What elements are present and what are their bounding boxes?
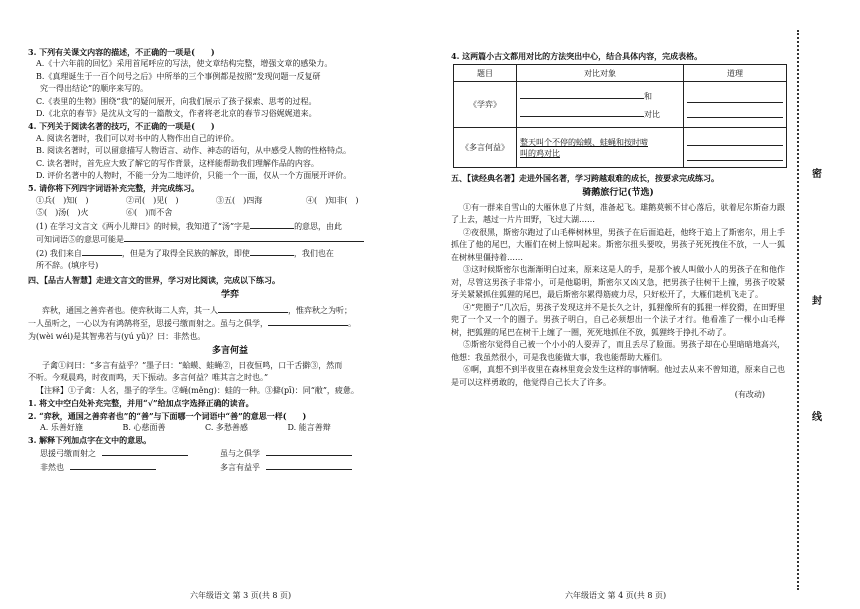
section5-title: 五、【读经典名著】走进外国名著，学习跨越艰难的成长，按要求完成练习。 xyxy=(451,173,719,184)
answer-blank[interactable] xyxy=(124,233,364,242)
option-a[interactable]: A. 乐善好施 xyxy=(40,422,83,432)
q3-option-c: C.《表里的生物》围绕“我”的疑问展开，向我们展示了孩子探索、思考的过程。 xyxy=(36,96,317,106)
q5-sub1-line2: 可知词语⑤的意思可能是 xyxy=(28,233,432,246)
q4-stem: 4. 下列关于阅读名著的技巧，不正确的一项是( ) xyxy=(28,121,215,132)
idiom-row-1 xyxy=(28,195,396,207)
table-row-title: 《学弈》 xyxy=(454,82,517,128)
q4-option-b: B. 阅读名著时，可以留意描写人物语言、动作、神态的语句，从中感受人物的性格特点。 xyxy=(36,146,351,156)
table-row-cell[interactable]: 和 对比 xyxy=(517,82,684,128)
text1-line3: 为(wèi wéi)是其智弗若与(yú yǔ)？曰：非然也。 xyxy=(28,331,206,341)
answer-blank[interactable] xyxy=(687,91,783,103)
option-b[interactable]: B. 心慈面善 xyxy=(122,422,166,432)
answer-blank[interactable] xyxy=(687,106,783,118)
q5-sub1-line1: (1) 在学习文言文《两小儿辩日》的时候，我知道了“汤”字是 的意思，由此 xyxy=(36,221,343,231)
q3-option-a: A.《十六年前的回忆》采用首尾呼应的写法，使文章结构完整，增强文章的感染力。 xyxy=(36,59,333,69)
story-paragraph-5: ⑤斯密尔觉得自己被一个小小的人耍弄了，而且丢尽了脸面。男孩子却在心里暗暗地高兴，他想：我虽然很小，可是我也能做大事，我也能帮助大雁们。 xyxy=(451,340,785,362)
idiom-item: ③五( )四海 xyxy=(216,195,263,205)
explain-item: 思援弓缴而射之 xyxy=(40,447,220,461)
q3-option-b2: 究一得出结论”的顺序来写的。 xyxy=(40,84,149,94)
q4-option-a: A. 阅读名著时，我们可以对书中的人物作出自己的评价。 xyxy=(36,133,239,143)
answer-blank[interactable] xyxy=(266,447,352,456)
q5-sub2-line1: (2) 我们来自 ，但是为了取得全民族的解放，即使 ，我们也在 xyxy=(36,248,334,258)
story-title: 骑鹅旅行记(节选) xyxy=(582,187,654,198)
table-row-title: 《多言何益》 xyxy=(454,128,517,168)
q5-stem: 5. 请你将下列四字词语补充完整，并完成练习。 xyxy=(28,183,200,194)
answer-blank[interactable] xyxy=(250,247,294,256)
answer-blank[interactable] xyxy=(687,149,783,161)
q5-sub2-line2: 所不辞。(填序号) xyxy=(36,260,99,270)
story-paragraph-6: ⑥啊，真想不到半夜里在森林里竟会发生这样的事情啊。他过去从来不曾知道，原来自己也是可以这样勇敢的，他觉得自己长大了许多。 xyxy=(451,365,785,387)
s4-q2: 2. “弈秋，通国之善弈者也”的“善”与下面哪一个词语中“善”的意思一样( ) xyxy=(28,410,307,421)
story-paragraph-2: ②夜很黑，斯密尔跑过了山毛榉树林里，男孩子在后面追赶，他终于追上了斯密尔，用上手抓住了他的尾巴，大雁们在树上惊叫起来。斯密尔扭头要咬，男孩子死死拽住不放，一人一狐在树林里僵持着…… xyxy=(451,227,785,262)
text1-title: 学弈 xyxy=(220,289,239,300)
table-header: 道理 xyxy=(684,65,787,82)
story-paragraph-3: ③这时候斯密尔也渐渐明白过来，原来这是人的手，是那个被人叫做小人的男孩子在和他作对，尽管这男孩子非常小，可是他聪明，斯密尔又凶又急，把男孩子往树干上撞，男孩子咬紧牙关紧紧抓住狐狸的尾巴，最后斯密尔累得筋疲力尽，只好松开了，大雁们趁机飞走了。 xyxy=(451,265,785,300)
answer-blank[interactable] xyxy=(102,447,188,456)
story-source: (有改动) xyxy=(734,390,765,400)
answer-blank[interactable] xyxy=(268,317,348,326)
seal-char: 密 xyxy=(812,169,822,180)
option-d[interactable]: D. 能言善辩 xyxy=(287,422,331,432)
answer-blank[interactable] xyxy=(218,304,288,313)
table-header: 题目 xyxy=(454,65,517,82)
answer-blank[interactable] xyxy=(82,247,122,256)
idiom-item: ⑤( )汤( )火 xyxy=(36,208,89,218)
text1-line1: 弈秋，通国之善弈者也。使弈秋诲二人弈，其一人 ，惟弈秋之为听； xyxy=(42,305,352,315)
text1-line2: 一人虽听之，一心以为有鸿鹄将至，思援弓缴而射之。虽与之俱学， 。 xyxy=(28,319,356,329)
table-row-cell[interactable] xyxy=(684,128,787,168)
idiom-item: ④( )知非( ) xyxy=(306,195,359,205)
binding-dotted-line xyxy=(797,30,799,590)
s4-q2-options xyxy=(28,422,370,434)
table-row-cell[interactable] xyxy=(684,82,787,128)
q3-option-b1: B.《真理诞生于一百个问号之后》中所举的三个事例都是按照“发现问题一反复研 xyxy=(36,71,321,81)
q4-option-c: C. 读名著时，首先应大致了解它的写作背景，这样能帮助我们理解作品的内容。 xyxy=(36,158,319,168)
idiom-row-2 xyxy=(28,207,396,219)
left-page-footer: 六年级语文 第 3 页(共 8 页) xyxy=(190,591,292,600)
story-paragraph-1: ①有一群来自雪山的大雁休息了片刻，准备起飞。雄鹅莫顿不甘心落后，驮着尼尔斯奋力跟了上去，越过一片片田野，飞过大湖…… xyxy=(451,202,785,225)
seal-char: 线 xyxy=(812,412,822,423)
answer-blank[interactable] xyxy=(520,90,644,99)
table-row-cell: 整天叫个不停的蛤蟆、蛙蝇和按时啼 叫的鸡对比 xyxy=(517,128,684,168)
seal-char: 封 xyxy=(812,296,822,307)
s4-q1: 1. 将文中空白处补充完整，并用“√”给加点字选择正确的读音。 xyxy=(28,398,254,409)
answer-blank[interactable] xyxy=(520,108,644,117)
idiom-item: ①兵( )知( ) xyxy=(36,195,89,205)
q4-option-d: D. 评价名著中的人物时，不能一分为二地评价，只能一个一面，仅从一个方面展开评价。 xyxy=(36,171,352,181)
s4-q3: 3. 解释下列加点字在文中的意思。 xyxy=(28,435,152,446)
text2-note: 【注释】①子禽：人名，墨子的学生。②蝇(měng)：蛙的一种。③擗(pī)：同“敝”，疲惫。 xyxy=(36,385,359,395)
q3-option-d: D.《北京的春节》是沈从文写的一篇散文，作者将老北京的春节习俗娓娓道来。 xyxy=(36,109,317,119)
answer-blank[interactable] xyxy=(70,461,156,470)
right-page xyxy=(445,0,785,609)
section4-title: 四、【品古人智慧】走进文言文的世界，学习对比阅读，完成以下练习。 xyxy=(28,275,280,286)
idiom-item: ⑥( )而不舍 xyxy=(126,208,173,218)
answer-blank[interactable] xyxy=(687,134,783,146)
r-q4: 4. 这两篇小古文都用对比的方法突出中心，结合具体内容，完成表格。 xyxy=(451,51,703,61)
explain-item: 多言有益乎 xyxy=(220,461,400,475)
q3-stem: 3. 下列有关课文内容的描述，不正确的一项是( ) xyxy=(28,47,215,57)
story-paragraph-4: ④“兜圈子”几次后，男孩子发现这并不是长久之计，狐狸像所有的狐狸一样狡猾，在田野里兜了一个又一个的圈子。男孩子明白，自己必须想出一个法子才行。他看准了一棵小山毛榉树，把狐狸的尾巴在树干上缠了一圈，死死地抓住不放，狐狸终于挣扎不动了。 xyxy=(451,302,785,337)
text2-title: 多言何益 xyxy=(211,345,248,356)
table-header: 对比对象 xyxy=(517,65,684,82)
explain-item: 虽与之俱学 xyxy=(220,447,400,461)
answer-blank[interactable] xyxy=(266,461,352,470)
option-c[interactable]: C. 多愁善感 xyxy=(205,422,248,432)
idiom-item: ②司( )见( ) xyxy=(126,195,179,205)
text2-line1: 子禽①问曰：“多言有益乎？”墨子曰：“蛤蟆、蛙蝇②，日夜恒鸣，口干舌擗③，然而 xyxy=(42,360,343,370)
right-page-footer: 六年级语文 第 4 页(共 8 页) xyxy=(565,591,667,600)
s4-q3-items xyxy=(28,447,400,475)
answer-blank[interactable] xyxy=(250,220,294,229)
text2-line2: 不听。今观晨鸡，时夜而鸣，天下振动。多言何益？唯其言之时也。” xyxy=(28,373,269,383)
comparison-table xyxy=(453,64,787,168)
explain-item: 非然也 xyxy=(40,461,220,475)
